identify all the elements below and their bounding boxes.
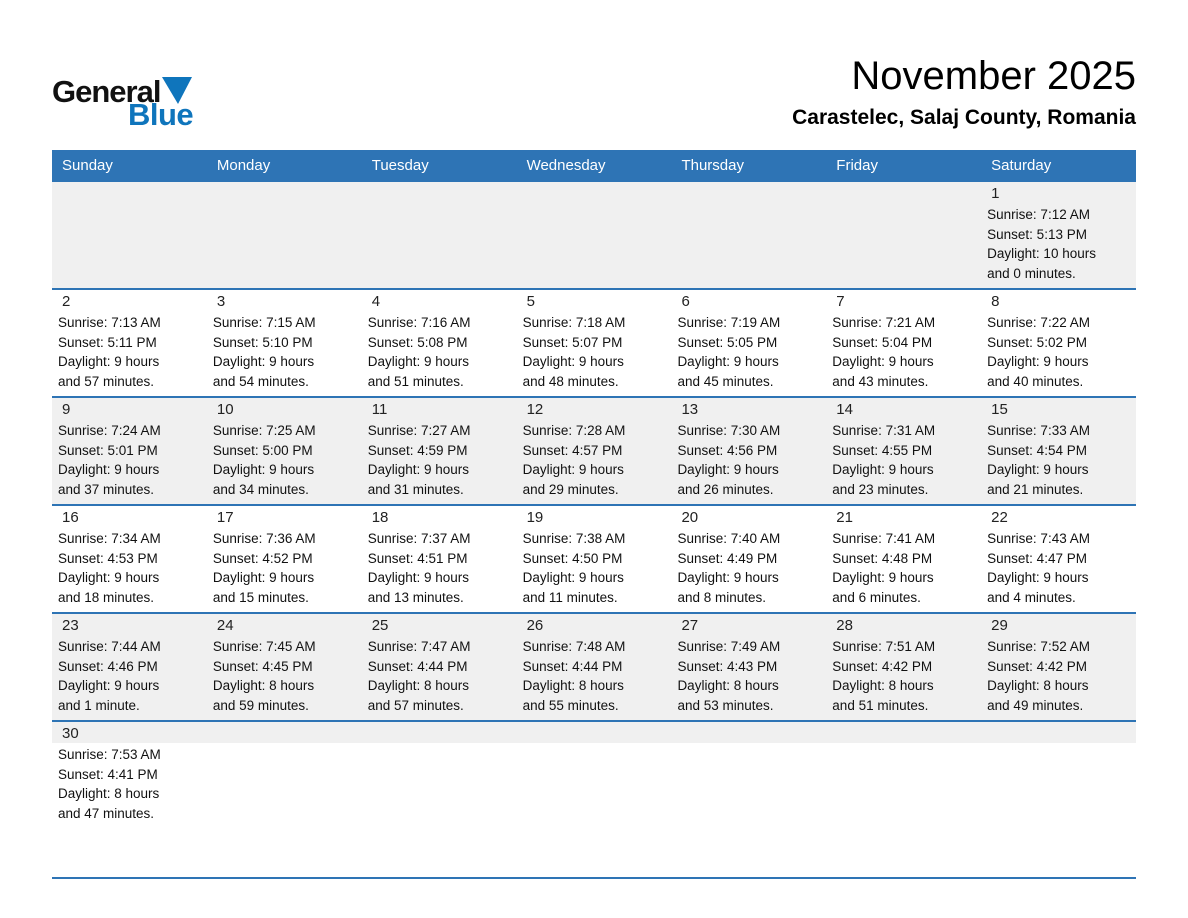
day-cell-21 bbox=[826, 506, 981, 612]
sunrise-text: Sunrise: 7:36 AM bbox=[212, 531, 316, 546]
day-number: 14 bbox=[836, 401, 853, 418]
day-cell-20 bbox=[671, 506, 826, 612]
daylight-line-1: Daylight: 9 hours bbox=[212, 462, 315, 477]
day-cell-16 bbox=[52, 506, 207, 612]
sunset-text: Sunset: 5:02 PM bbox=[987, 334, 1087, 350]
daylight-line-1: Daylight: 9 hours bbox=[987, 462, 1089, 477]
daylight-line-2: and 15 minutes. bbox=[212, 589, 309, 605]
daylight-line-2: and 8 minutes. bbox=[677, 589, 766, 605]
sunrise-text: Sunrise: 7:22 AM bbox=[987, 315, 1090, 330]
daylight-line-2: and 31 minutes. bbox=[367, 481, 464, 497]
day-number: 18 bbox=[371, 509, 389, 526]
day-cell-empty bbox=[981, 722, 1136, 877]
week-row-2 bbox=[52, 288, 1136, 396]
weekday-saturday: Saturday bbox=[991, 156, 1052, 174]
sunset-text: Sunset: 5:08 PM bbox=[367, 334, 468, 350]
sunset-text: Sunset: 5:13 PM bbox=[987, 226, 1087, 242]
day-cell-6 bbox=[671, 290, 826, 396]
day-cell-8 bbox=[981, 290, 1136, 396]
day-cell-7 bbox=[826, 290, 981, 396]
daylight-line-1: Daylight: 9 hours bbox=[212, 570, 315, 585]
day-number: 1 bbox=[991, 185, 1000, 202]
day-number: 8 bbox=[991, 293, 1000, 310]
day-number: 22 bbox=[991, 509, 1008, 526]
sunrise-text: Sunrise: 7:47 AM bbox=[367, 639, 471, 654]
daylight-line-2: and 57 minutes. bbox=[367, 697, 464, 713]
daylight-line-1: Daylight: 8 hours bbox=[677, 678, 779, 693]
weekday-wednesday: Wednesday bbox=[526, 156, 606, 174]
daylight-line-1: Daylight: 9 hours bbox=[367, 354, 470, 369]
daylight-line-1: Daylight: 9 hours bbox=[522, 462, 624, 477]
daylight-line-1: Daylight: 9 hours bbox=[832, 570, 934, 585]
day-cell-18 bbox=[362, 506, 517, 612]
day-cell-empty bbox=[826, 722, 981, 877]
daylight-line-2: and 23 minutes. bbox=[832, 481, 929, 497]
daylight-line-2: and 55 minutes. bbox=[522, 697, 619, 713]
daylight-line-2: and 21 minutes. bbox=[987, 481, 1084, 497]
daylight-line-1: Daylight: 9 hours bbox=[58, 678, 160, 693]
day-cell-23 bbox=[52, 614, 207, 720]
day-number: 11 bbox=[371, 401, 388, 418]
day-number: 10 bbox=[216, 401, 234, 418]
weekday-sunday: Sunday bbox=[62, 156, 113, 174]
sunrise-text: Sunrise: 7:13 AM bbox=[58, 315, 161, 330]
sunrise-text: Sunrise: 7:38 AM bbox=[522, 531, 626, 546]
sunrise-text: Sunrise: 7:49 AM bbox=[677, 639, 781, 654]
sunset-text: Sunset: 5:05 PM bbox=[677, 334, 778, 350]
weekday-friday: Friday bbox=[836, 156, 878, 174]
daylight-line-2: and 37 minutes. bbox=[58, 481, 155, 497]
daylight-line-1: Daylight: 9 hours bbox=[677, 462, 779, 477]
daylight-line-2: and 34 minutes. bbox=[212, 481, 309, 497]
daylight-line-1: Daylight: 9 hours bbox=[522, 570, 624, 585]
sunrise-text: Sunrise: 7:25 AM bbox=[212, 423, 316, 438]
day-number: 3 bbox=[216, 293, 226, 310]
sunset-text: Sunset: 4:56 PM bbox=[677, 442, 778, 458]
daylight-line-2: and 49 minutes. bbox=[987, 697, 1084, 713]
day-cell-26 bbox=[517, 614, 672, 720]
daylight-line-1: Daylight: 9 hours bbox=[367, 462, 470, 477]
day-cell-22 bbox=[981, 506, 1136, 612]
top-bar bbox=[52, 54, 1136, 130]
day-cell-17 bbox=[207, 506, 362, 612]
day-cell-11 bbox=[362, 398, 517, 504]
daylight-line-2: and 54 minutes. bbox=[212, 373, 309, 389]
daylight-line-1: Daylight: 9 hours bbox=[677, 354, 779, 369]
daylight-line-2: and 47 minutes. bbox=[58, 805, 155, 821]
day-cell-empty bbox=[671, 722, 826, 877]
sunset-text: Sunset: 4:47 PM bbox=[987, 550, 1087, 566]
day-cell-3 bbox=[207, 290, 362, 396]
day-number: 23 bbox=[62, 617, 79, 634]
title-block bbox=[792, 54, 1136, 130]
sunrise-text: Sunrise: 7:28 AM bbox=[522, 423, 626, 438]
sunrise-text: Sunrise: 7:52 AM bbox=[987, 639, 1090, 654]
daylight-line-1: Daylight: 8 hours bbox=[987, 678, 1089, 693]
day-cell-15 bbox=[981, 398, 1136, 504]
sunset-text: Sunset: 4:44 PM bbox=[367, 658, 468, 674]
daylight-line-2: and 29 minutes. bbox=[522, 481, 619, 497]
daylight-line-1: Daylight: 9 hours bbox=[832, 462, 934, 477]
week-row-4 bbox=[52, 504, 1136, 612]
sunrise-text: Sunrise: 7:31 AM bbox=[832, 423, 936, 438]
sunrise-text: Sunrise: 7:24 AM bbox=[58, 423, 161, 438]
daylight-line-1: Daylight: 9 hours bbox=[212, 354, 315, 369]
sunrise-text: Sunrise: 7:51 AM bbox=[832, 639, 936, 654]
daylight-line-2: and 57 minutes. bbox=[58, 373, 155, 389]
sunset-text: Sunset: 4:52 PM bbox=[212, 550, 313, 566]
day-number: 2 bbox=[62, 293, 71, 310]
weekday-header bbox=[52, 150, 1136, 180]
daylight-line-1: Daylight: 8 hours bbox=[58, 786, 160, 801]
sunrise-text: Sunrise: 7:16 AM bbox=[367, 315, 471, 330]
sunset-text: Sunset: 4:44 PM bbox=[522, 658, 623, 674]
day-cell-5 bbox=[517, 290, 672, 396]
daylight-line-1: Daylight: 9 hours bbox=[987, 354, 1089, 369]
sunrise-text: Sunrise: 7:30 AM bbox=[677, 423, 781, 438]
day-number: 21 bbox=[836, 509, 853, 526]
day-cell-24 bbox=[207, 614, 362, 720]
sunset-text: Sunset: 5:11 PM bbox=[58, 334, 157, 350]
day-cell-empty bbox=[207, 182, 362, 288]
page-title: November 2025 bbox=[851, 54, 1136, 98]
day-number: 5 bbox=[526, 293, 535, 310]
day-cell-2 bbox=[52, 290, 207, 396]
day-number: 29 bbox=[991, 617, 1008, 634]
sunset-text: Sunset: 5:04 PM bbox=[832, 334, 933, 350]
calendar bbox=[52, 150, 1136, 879]
daylight-line-2: and 26 minutes. bbox=[677, 481, 774, 497]
sunrise-text: Sunrise: 7:19 AM bbox=[677, 315, 781, 330]
daylight-line-2: and 4 minutes. bbox=[987, 589, 1076, 605]
sunset-text: Sunset: 4:49 PM bbox=[677, 550, 778, 566]
daylight-line-1: Daylight: 9 hours bbox=[677, 570, 779, 585]
week-row-6 bbox=[52, 720, 1136, 877]
sunset-text: Sunset: 5:07 PM bbox=[522, 334, 623, 350]
daylight-line-1: Daylight: 9 hours bbox=[987, 570, 1089, 585]
day-cell-empty bbox=[671, 182, 826, 288]
sunrise-text: Sunrise: 7:33 AM bbox=[987, 423, 1090, 438]
daylight-line-2: and 40 minutes. bbox=[987, 373, 1084, 389]
logo-text-blue: Blue bbox=[128, 97, 194, 132]
weekday-thursday: Thursday bbox=[681, 156, 744, 174]
day-cell-30 bbox=[52, 722, 207, 877]
day-number: 25 bbox=[371, 617, 389, 634]
day-number: 19 bbox=[526, 509, 544, 526]
day-number: 13 bbox=[681, 401, 699, 418]
day-number: 16 bbox=[62, 509, 79, 526]
day-cell-14 bbox=[826, 398, 981, 504]
daylight-line-1: Daylight: 9 hours bbox=[58, 354, 160, 369]
sunset-text: Sunset: 5:01 PM bbox=[58, 442, 158, 458]
daylight-line-1: Daylight: 9 hours bbox=[58, 462, 160, 477]
weekday-tuesday: Tuesday bbox=[371, 156, 429, 174]
day-cell-empty bbox=[52, 182, 207, 288]
daylight-line-1: Daylight: 9 hours bbox=[832, 354, 934, 369]
day-number: 24 bbox=[216, 617, 234, 634]
day-number: 17 bbox=[216, 509, 234, 526]
sunrise-text: Sunrise: 7:27 AM bbox=[367, 423, 471, 438]
sunset-text: Sunset: 4:57 PM bbox=[522, 442, 623, 458]
day-number: 15 bbox=[991, 401, 1008, 418]
daylight-line-2: and 45 minutes. bbox=[677, 373, 774, 389]
daylight-line-1: Daylight: 8 hours bbox=[832, 678, 934, 693]
day-number: 7 bbox=[836, 293, 845, 310]
sunrise-text: Sunrise: 7:53 AM bbox=[58, 747, 161, 762]
sunset-text: Sunset: 4:45 PM bbox=[212, 658, 313, 674]
sunrise-text: Sunrise: 7:18 AM bbox=[522, 315, 626, 330]
day-number: 4 bbox=[371, 293, 381, 310]
daylight-line-1: Daylight: 10 hours bbox=[987, 246, 1096, 261]
day-cell-empty bbox=[207, 722, 362, 877]
day-number: 12 bbox=[526, 401, 544, 418]
daylight-line-2: and 18 minutes. bbox=[58, 589, 155, 605]
week-row-5 bbox=[52, 612, 1136, 720]
day-cell-27 bbox=[671, 614, 826, 720]
sunrise-text: Sunrise: 7:15 AM bbox=[212, 315, 316, 330]
sunrise-text: Sunrise: 7:12 AM bbox=[987, 207, 1090, 222]
day-cell-empty bbox=[517, 722, 672, 877]
sunrise-text: Sunrise: 7:37 AM bbox=[367, 531, 471, 546]
sunset-text: Sunset: 4:50 PM bbox=[522, 550, 623, 566]
sunset-text: Sunset: 4:41 PM bbox=[58, 766, 158, 782]
sunrise-text: Sunrise: 7:43 AM bbox=[987, 531, 1090, 546]
day-number: 28 bbox=[836, 617, 853, 634]
day-cell-1 bbox=[981, 182, 1136, 288]
sunset-text: Sunset: 4:46 PM bbox=[58, 658, 158, 674]
sunset-text: Sunset: 5:10 PM bbox=[212, 334, 313, 350]
daylight-line-2: and 48 minutes. bbox=[522, 373, 619, 389]
logo-text-general: General bbox=[52, 74, 161, 109]
sunset-text: Sunset: 4:42 PM bbox=[987, 658, 1087, 674]
daylight-line-2: and 53 minutes. bbox=[677, 697, 774, 713]
day-number: 30 bbox=[62, 725, 79, 742]
day-cell-29 bbox=[981, 614, 1136, 720]
sunset-text: Sunset: 4:53 PM bbox=[58, 550, 158, 566]
sunrise-text: Sunrise: 7:44 AM bbox=[58, 639, 161, 654]
sunset-text: Sunset: 4:51 PM bbox=[367, 550, 468, 566]
day-cell-9 bbox=[52, 398, 207, 504]
daylight-line-2: and 43 minutes. bbox=[832, 373, 929, 389]
sunset-text: Sunset: 4:59 PM bbox=[367, 442, 468, 458]
sunset-text: Sunset: 4:54 PM bbox=[987, 442, 1087, 458]
weekday-monday: Monday bbox=[216, 156, 271, 174]
sunrise-text: Sunrise: 7:41 AM bbox=[832, 531, 936, 546]
general-blue-logo bbox=[52, 76, 193, 130]
sunset-text: Sunset: 4:55 PM bbox=[832, 442, 933, 458]
day-cell-12 bbox=[517, 398, 672, 504]
sunset-text: Sunset: 4:42 PM bbox=[832, 658, 933, 674]
sunrise-text: Sunrise: 7:21 AM bbox=[832, 315, 936, 330]
calendar-grid bbox=[52, 180, 1136, 877]
daylight-line-2: and 0 minutes. bbox=[987, 265, 1076, 281]
daylight-line-2: and 1 minute. bbox=[58, 697, 140, 713]
day-cell-13 bbox=[671, 398, 826, 504]
daylight-line-1: Daylight: 9 hours bbox=[522, 354, 624, 369]
daylight-line-1: Daylight: 9 hours bbox=[367, 570, 470, 585]
day-number: 6 bbox=[681, 293, 690, 310]
location-subtitle: Carastelec, Salaj County, Romania bbox=[792, 106, 1136, 129]
sunset-text: Sunset: 4:43 PM bbox=[677, 658, 778, 674]
sunrise-text: Sunrise: 7:40 AM bbox=[677, 531, 781, 546]
week-row-1 bbox=[52, 180, 1136, 288]
daylight-line-2: and 11 minutes. bbox=[522, 589, 618, 605]
sunset-text: Sunset: 5:00 PM bbox=[212, 442, 313, 458]
sunset-text: Sunset: 4:48 PM bbox=[832, 550, 933, 566]
sunrise-text: Sunrise: 7:45 AM bbox=[212, 639, 316, 654]
day-cell-10 bbox=[207, 398, 362, 504]
week-row-3 bbox=[52, 396, 1136, 504]
day-cell-empty bbox=[362, 722, 517, 877]
sunrise-text: Sunrise: 7:48 AM bbox=[522, 639, 626, 654]
day-cell-28 bbox=[826, 614, 981, 720]
day-number: 26 bbox=[526, 617, 544, 634]
daylight-line-1: Daylight: 8 hours bbox=[522, 678, 624, 693]
day-cell-empty bbox=[826, 182, 981, 288]
day-cell-empty bbox=[517, 182, 672, 288]
day-cell-4 bbox=[362, 290, 517, 396]
day-cell-empty bbox=[362, 182, 517, 288]
daylight-line-1: Daylight: 8 hours bbox=[367, 678, 470, 693]
daylight-line-2: and 51 minutes. bbox=[832, 697, 929, 713]
daylight-line-2: and 13 minutes. bbox=[367, 589, 464, 605]
daylight-line-1: Daylight: 8 hours bbox=[212, 678, 315, 693]
daylight-line-1: Daylight: 9 hours bbox=[58, 570, 160, 585]
day-cell-19 bbox=[517, 506, 672, 612]
daylight-line-2: and 6 minutes. bbox=[832, 589, 921, 605]
daylight-line-2: and 59 minutes. bbox=[212, 697, 309, 713]
day-cell-25 bbox=[362, 614, 517, 720]
sunrise-text: Sunrise: 7:34 AM bbox=[58, 531, 161, 546]
day-number: 20 bbox=[681, 509, 699, 526]
day-number: 9 bbox=[62, 401, 71, 418]
daylight-line-2: and 51 minutes. bbox=[367, 373, 464, 389]
day-number: 27 bbox=[681, 617, 699, 634]
